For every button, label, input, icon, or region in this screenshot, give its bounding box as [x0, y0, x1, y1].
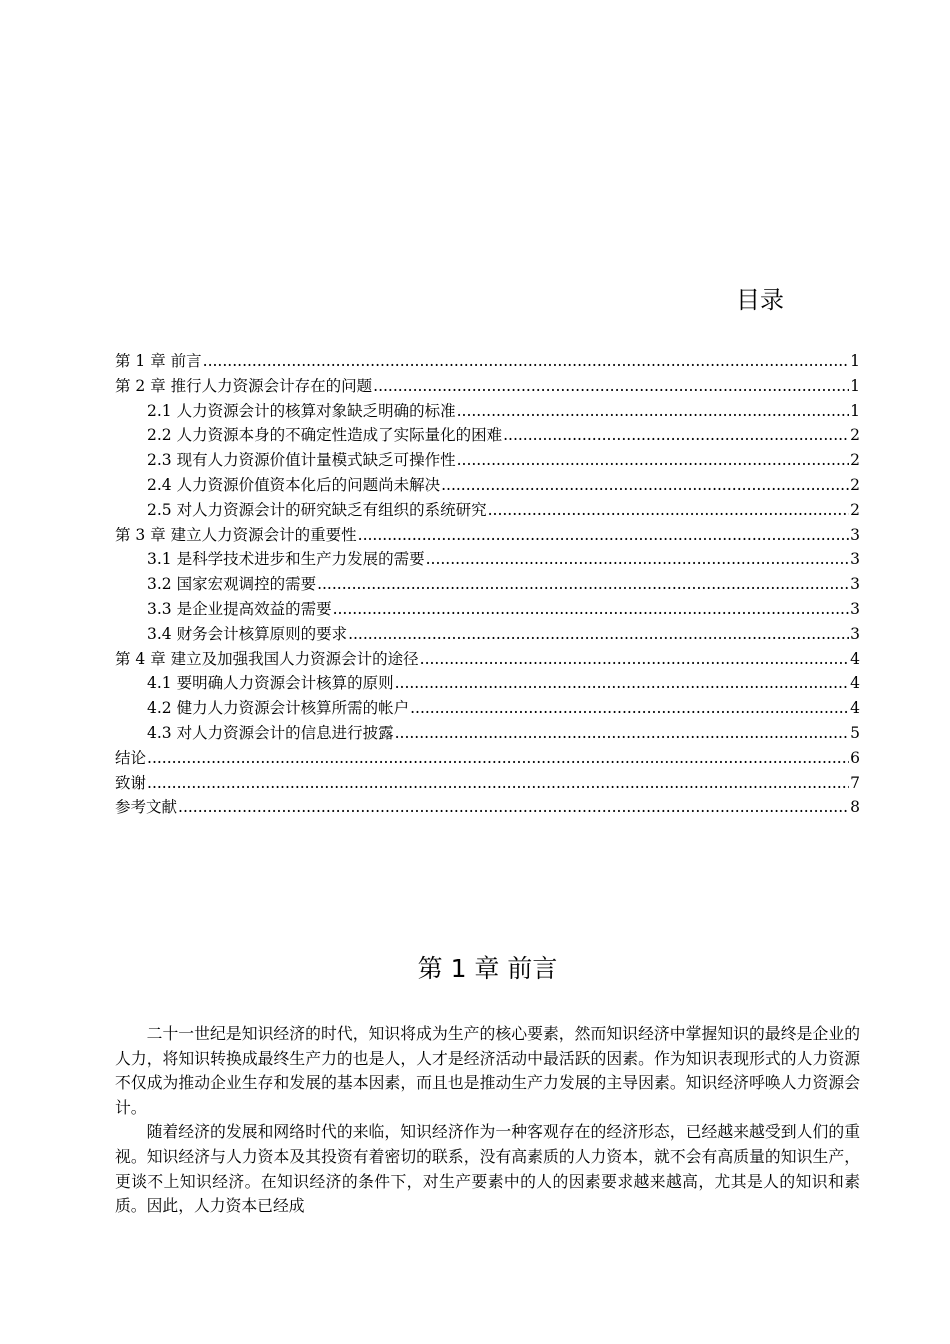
- toc-entry[interactable]: [115, 423, 860, 448]
- toc-leader-dots: [147, 771, 849, 796]
- toc-entry-page: 2: [850, 500, 860, 519]
- toc-entry[interactable]: [115, 349, 860, 374]
- toc-entry-page: 6: [850, 748, 860, 767]
- body-paragraph: 随着经济的发展和网络时代的来临，知识经济作为一种客观存在的经济形态，已经越来越受到人们的重视。知识经济与人力资本及其投资有着密切的联系，没有高素质的人力资本，就不会有高质量的知识生产，更谈不上知识经济。在知识经济的条件下，对生产要素中的人的因素要求越来越高，尤其是人的知识和素质。因此，人力资本已经成: [115, 1122, 860, 1216]
- toc-entry[interactable]: [115, 498, 860, 523]
- toc-entry-page: 4: [850, 674, 860, 693]
- toc-entry[interactable]: [115, 399, 860, 424]
- toc-entry-text: 4.2 健力人力资源会计核算所需的帐户: [147, 699, 410, 718]
- toc-leader-dots: [457, 399, 850, 424]
- toc-entry[interactable]: [115, 523, 860, 548]
- toc-leader-dots: [441, 473, 849, 498]
- chapter-title: 第 1 章 前言: [417, 954, 558, 983]
- toc-leader-dots: [333, 597, 850, 622]
- toc-entry-page: 2: [850, 475, 860, 494]
- toc-entry-page: 4: [850, 649, 860, 668]
- toc-entry[interactable]: [115, 622, 860, 647]
- toc-entry-text: 3.2 国家宏观调控的需要: [147, 575, 317, 594]
- toc-leader-dots: [203, 349, 849, 374]
- toc-leader-dots: [373, 374, 849, 399]
- toc-entry-text: 2.3 现有人力资源价值计量模式缺乏可操作性: [147, 451, 456, 470]
- toc-entry-text: 结论: [115, 748, 147, 767]
- toc-entry-page: 3: [850, 599, 860, 618]
- toc-entry-page: 7: [850, 773, 860, 792]
- toc-entry-page: 8: [850, 798, 860, 817]
- toc-leader-dots: [503, 423, 849, 448]
- toc-entry-page: 3: [850, 525, 860, 544]
- toc-leader-dots: [147, 746, 849, 771]
- toc-entry-text: 3.1 是科学技术进步和生产力发展的需要: [147, 550, 425, 569]
- toc-entry[interactable]: [115, 795, 860, 820]
- toc-entry-text: 2.2 人力资源本身的不确定性造成了实际量化的困难: [147, 426, 503, 445]
- toc-entry[interactable]: [115, 671, 860, 696]
- toc-entry[interactable]: [115, 746, 860, 771]
- body-paragraph: 二十一世纪是知识经济的时代，知识将成为生产的核心要素，然而知识经济中掌握知识的最终是企业的人力，将知识转换成最终生产力的也是人，人才是经济活动中最活跃的因素。作为知识表现形式的人力资源不仅成为推动企业生存和发展的基本因素，而且也是推动生产力发展的主导因素。知识经济呼唤人力资源会计。: [115, 1024, 860, 1117]
- toc-entry[interactable]: [115, 771, 860, 796]
- toc-title: 目录: [736, 286, 784, 314]
- toc-entry-page: 3: [850, 575, 860, 594]
- toc-leader-dots: [426, 547, 850, 572]
- table-of-contents: [115, 349, 860, 820]
- toc-leader-dots: [488, 498, 850, 523]
- chapter-body: [115, 1022, 860, 1219]
- toc-entry[interactable]: [115, 572, 860, 597]
- toc-leader-dots: [420, 647, 849, 672]
- toc-entry[interactable]: [115, 547, 860, 572]
- toc-leader-dots: [395, 671, 850, 696]
- toc-entry-page: 4: [850, 699, 860, 718]
- toc-entry-page: 5: [850, 723, 860, 742]
- toc-entry-text: 4.1 要明确人力资源会计核算的原则: [147, 674, 394, 693]
- toc-leader-dots: [178, 795, 849, 820]
- toc-entry-text: 第 3 章 建立人力资源会计的重要性: [115, 525, 357, 544]
- toc-entry-text: 第 2 章 推行人力资源会计存在的问题: [115, 376, 373, 395]
- toc-entry-page: 1: [850, 376, 860, 395]
- toc-entry-page: 1: [850, 401, 860, 420]
- toc-leader-dots: [410, 696, 849, 721]
- toc-entry[interactable]: [115, 647, 860, 672]
- toc-entry-page: 3: [850, 624, 860, 643]
- toc-entry-page: 3: [850, 550, 860, 569]
- toc-entry-text: 2.1 人力资源会计的核算对象缺乏明确的标准: [147, 401, 456, 420]
- toc-entry[interactable]: [115, 597, 860, 622]
- toc-entry[interactable]: [115, 721, 860, 746]
- toc-entry-text: 3.4 财务会计核算原则的要求: [147, 624, 348, 643]
- toc-entry[interactable]: [115, 374, 860, 399]
- toc-leader-dots: [395, 721, 850, 746]
- toc-leader-dots: [348, 622, 849, 647]
- toc-leader-dots: [317, 572, 849, 597]
- toc-leader-dots: [457, 448, 850, 473]
- toc-entry[interactable]: [115, 696, 860, 721]
- toc-entry-text: 第 1 章 前言: [115, 352, 202, 370]
- toc-entry-page: 2: [850, 451, 860, 470]
- toc-entry-page: 2: [850, 426, 860, 445]
- toc-entry-text: 4.3 对人力资源会计的信息进行披露: [147, 723, 394, 742]
- toc-entry-page: 1: [850, 352, 860, 370]
- toc-leader-dots: [358, 523, 849, 548]
- toc-entry[interactable]: [115, 448, 860, 473]
- toc-entry-text: 参考文献: [115, 798, 178, 817]
- toc-entry-text: 第 4 章 建立及加强我国人力资源会计的途径: [115, 649, 419, 668]
- toc-entry[interactable]: [115, 473, 860, 498]
- toc-entry-text: 2.4 人力资源价值资本化后的问题尚未解决: [147, 475, 441, 494]
- toc-entry-text: 致谢: [115, 773, 147, 792]
- toc-entry-text: 3.3 是企业提高效益的需要: [147, 599, 332, 618]
- toc-entry-text: 2.5 对人力资源会计的研究缺乏有组织的系统研究: [147, 500, 487, 519]
